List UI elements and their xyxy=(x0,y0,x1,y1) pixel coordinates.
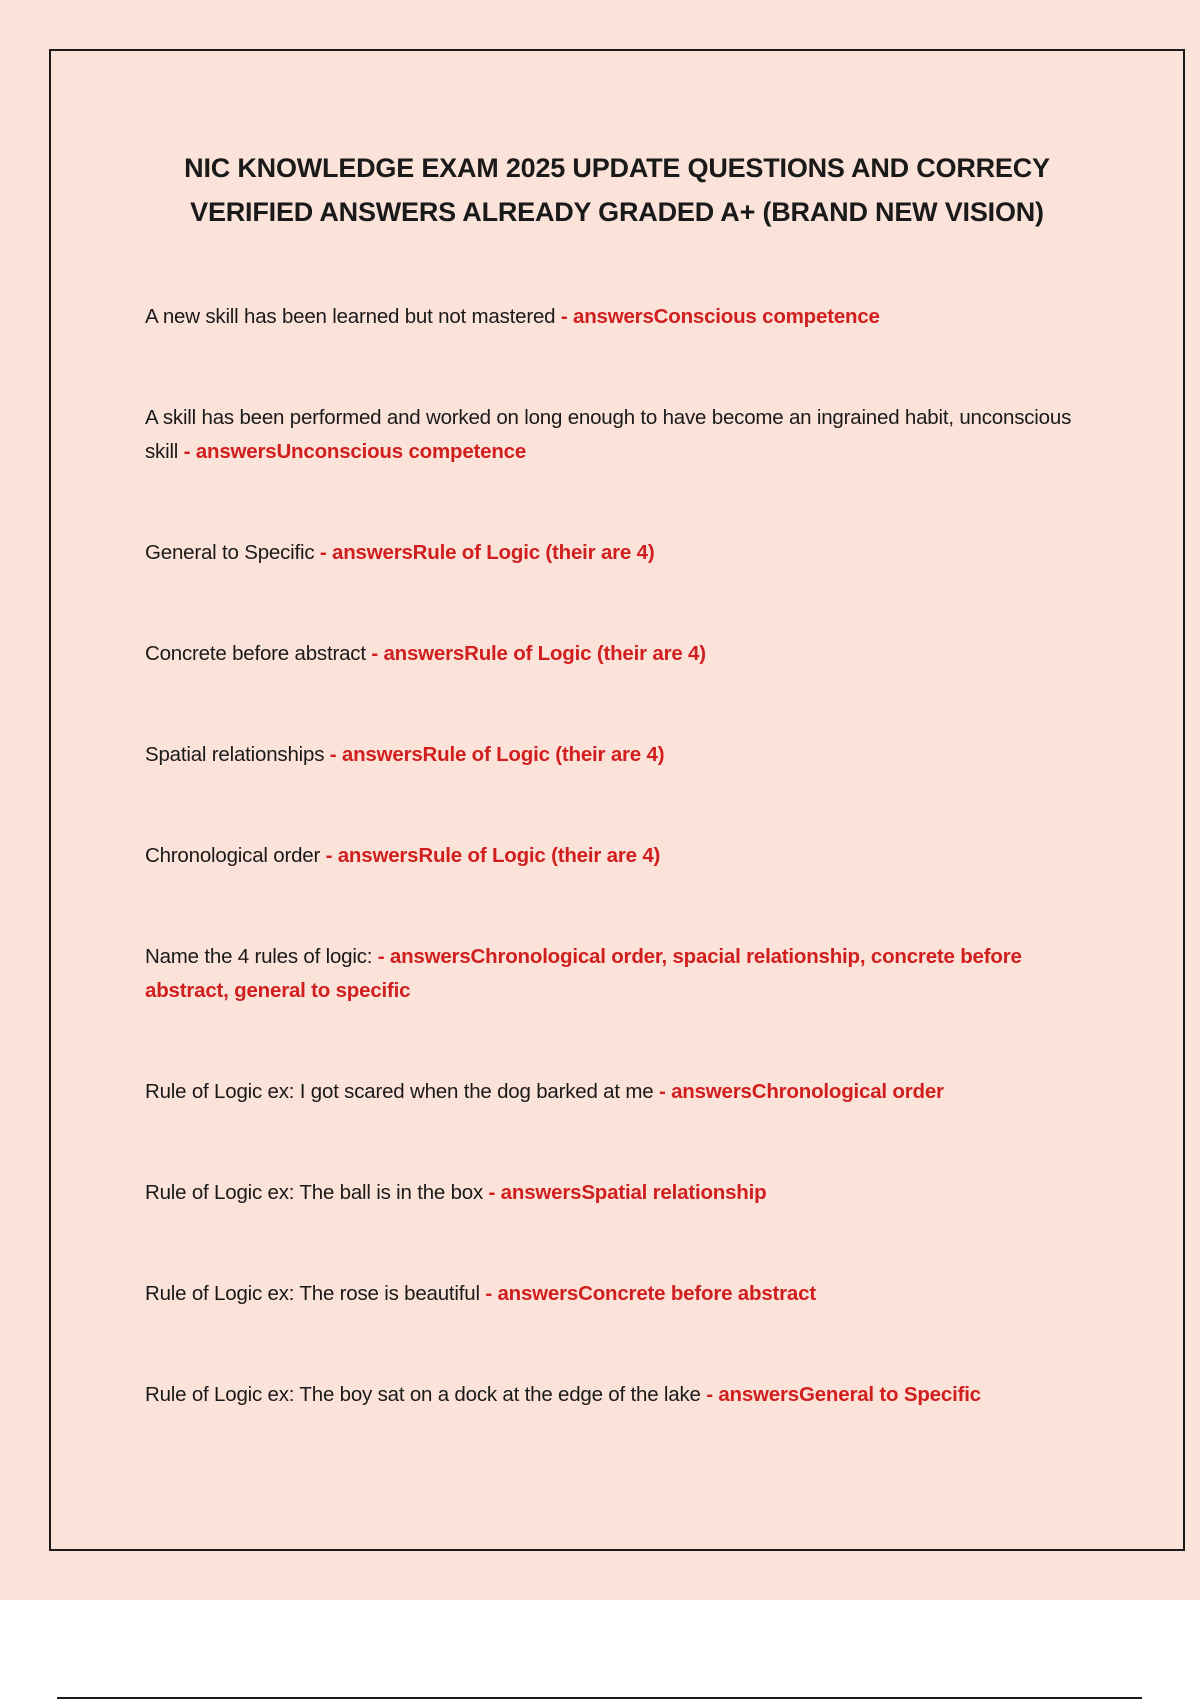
answer-text: - answersUnconscious competence xyxy=(178,440,527,463)
qa-item xyxy=(145,1378,1085,1412)
question-text: Spatial relationships xyxy=(145,743,325,766)
qa-item xyxy=(145,637,1085,671)
qa-item xyxy=(145,1277,1085,1311)
question-text: Rule of Logic ex: The boy sat on a dock at the edge of the lake xyxy=(145,1383,701,1406)
answer-text: - answersChronological order xyxy=(653,1080,944,1103)
answer-text: - answersRule of Logic (their are 4) xyxy=(314,541,655,564)
question-text: A skill has been performed and worked on long enough to have become an ingrained habit, unconscious skill xyxy=(145,406,1072,463)
question-text: Rule of Logic ex: I got scared when the dog barked at me xyxy=(145,1080,654,1103)
answer-text: - answersSpatial relationship xyxy=(483,1181,767,1204)
bottom-divider xyxy=(57,1697,1142,1699)
answer-text: - answersChronological order, spacial relationship, concrete before abstract, general to specific xyxy=(145,945,1022,1002)
question-text: Concrete before abstract xyxy=(145,642,366,665)
answer-text: - answersRule of Logic (their are 4) xyxy=(365,642,706,665)
qa-item xyxy=(145,401,1085,469)
question-text: Name the 4 rules of logic: xyxy=(145,945,373,968)
qa-item xyxy=(145,1075,1085,1109)
qa-item xyxy=(145,839,1085,873)
qa-item xyxy=(145,738,1085,772)
title-line-1: NIC KNOWLEDGE EXAM 2025 UPDATE QUESTIONS AND CORRECY xyxy=(184,153,1050,183)
title-line-2: VERIFIED ANSWERS ALREADY GRADED A+ (BRAND NEW VISION) xyxy=(190,197,1044,227)
question-text: Rule of Logic ex: The rose is beautiful xyxy=(145,1282,480,1305)
qa-item xyxy=(145,1176,1085,1210)
question-text: General to Specific xyxy=(145,541,315,564)
qa-item xyxy=(145,300,1085,334)
answer-text: - answersConscious competence xyxy=(555,305,880,328)
answer-text: - answersRule of Logic (their are 4) xyxy=(324,743,665,766)
question-text: Chronological order xyxy=(145,844,321,867)
answer-text: - answersRule of Logic (their are 4) xyxy=(320,844,661,867)
document-title xyxy=(120,146,1114,234)
answer-text: - answersConcrete before abstract xyxy=(479,1282,816,1305)
document-frame xyxy=(49,49,1185,1551)
question-text: A new skill has been learned but not mastered xyxy=(145,305,556,328)
question-text: Rule of Logic ex: The ball is in the box xyxy=(145,1181,484,1204)
answer-text: - answersGeneral to Specific xyxy=(700,1383,981,1406)
qa-item xyxy=(145,536,1085,570)
qa-item xyxy=(145,940,1085,1008)
